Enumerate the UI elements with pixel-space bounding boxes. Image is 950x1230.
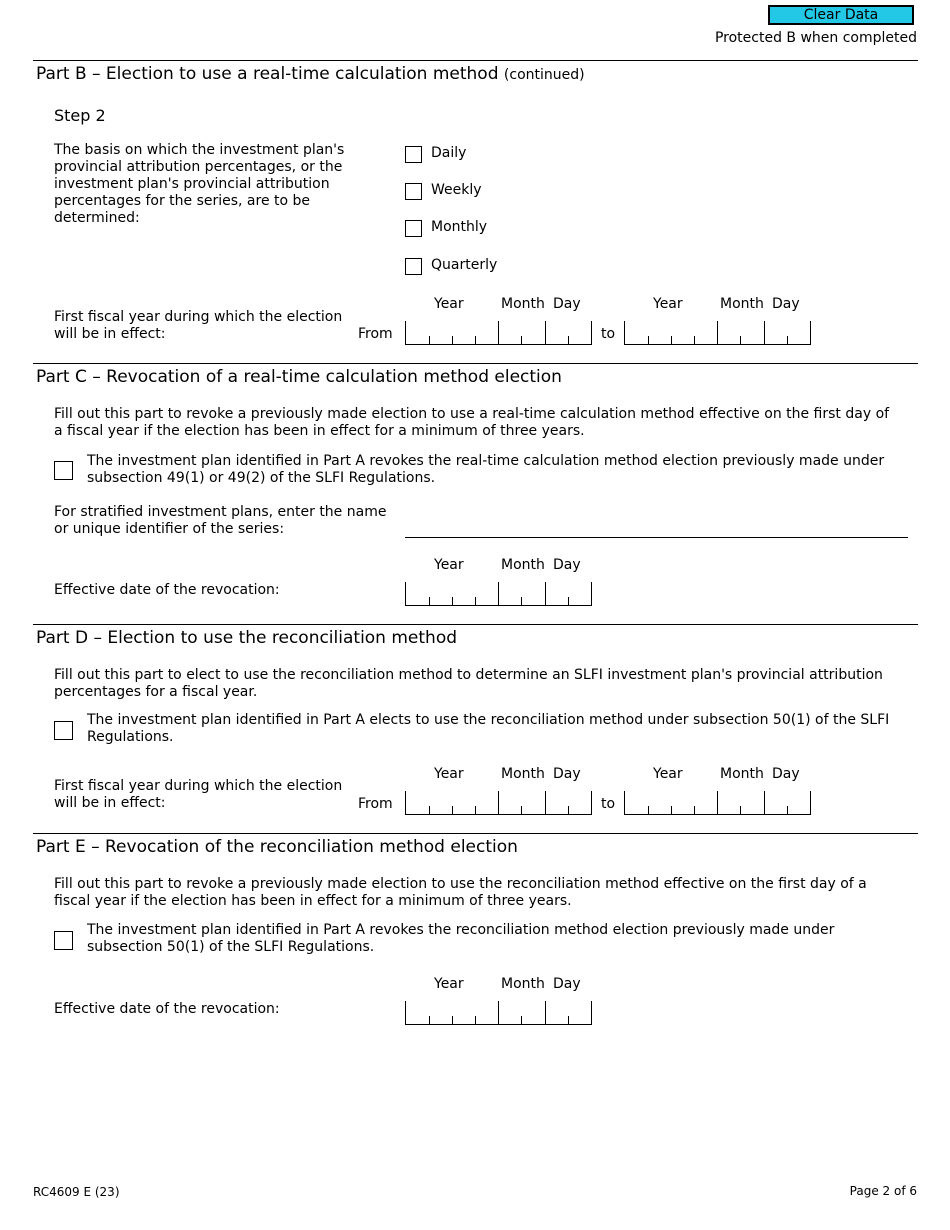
fiscal-year-label: First fiscal year during which the election will be in effect: [54, 309, 343, 342]
weekly-label: Weekly [431, 182, 482, 198]
part-d-checkbox-text: The investment plan identified in Part A elects to use the reconciliation method under subsection 50(1) of the SLFI Regulations. [87, 712, 890, 745]
part-e-title: Part E – Revocation of the reconciliation method election [36, 837, 518, 857]
day-header: Day [553, 296, 581, 312]
month-header: Month [501, 557, 545, 573]
quarterly-checkbox[interactable] [405, 258, 422, 275]
part-c-intro: Fill out this part to revoke a previously made election to use a real-time calculation method effective on the first day of a fiscal year if the election has been in effect for a minimum of three years. [54, 406, 890, 439]
year-header: Year [434, 766, 464, 782]
month-header: Month [501, 976, 545, 992]
to-date-input[interactable] [624, 321, 811, 345]
day-header: Day [772, 296, 800, 312]
protected-label: Protected B when completed [714, 30, 917, 46]
month-header: Month [720, 296, 764, 312]
part-c-title: Part C – Revocation of a real-time calculation method election [36, 367, 562, 387]
section-divider [33, 624, 918, 625]
part-e-effective-date-input[interactable] [405, 1001, 592, 1025]
page-number: Page 2 of 6 [849, 1184, 917, 1198]
section-divider [33, 363, 918, 364]
from-label: From [358, 796, 393, 812]
part-d-to-date-input[interactable] [624, 791, 811, 815]
part-c-effective-date-input[interactable] [405, 582, 592, 606]
monthly-label: Monthly [431, 219, 488, 235]
from-date-input[interactable] [405, 321, 592, 345]
year-header: Year [653, 296, 683, 312]
part-c-revoke-checkbox[interactable] [54, 461, 73, 480]
year-header: Year [434, 976, 464, 992]
part-b-title [36, 64, 585, 84]
monthly-checkbox[interactable] [405, 220, 422, 237]
part-e-checkbox-text: The investment plan identified in Part A revokes the reconciliation method election previously made under subsection 50(1) of the SLFI Regulations. [87, 922, 835, 955]
day-header: Day [553, 557, 581, 573]
part-e-intro: Fill out this part to revoke a previously made election to use the reconciliation method effective on the first day of a fiscal year if the election has been in effect for a minimum of three years. [54, 876, 867, 909]
to-label: to [601, 796, 616, 812]
fiscal-year-label: First fiscal year during which the election will be in effect: [54, 778, 343, 811]
from-label: From [358, 326, 393, 342]
day-header: Day [553, 766, 581, 782]
year-header: Year [653, 766, 683, 782]
series-label: For stratified investment plans, enter the name or unique identifier of the series: [54, 504, 387, 537]
part-b-continued: (continued) [503, 67, 585, 83]
year-header: Year [434, 557, 464, 573]
part-d-from-date-input[interactable] [405, 791, 592, 815]
step-label: Step 2 [54, 106, 106, 125]
month-header: Month [720, 766, 764, 782]
part-d-title: Part D – Election to use the reconciliation method [36, 628, 458, 648]
part-c-checkbox-text: The investment plan identified in Part A revokes the real-time calculation method election previously made under subsection 49(1) or 49(2) of the SLFI Regulations. [87, 453, 885, 486]
form-id: RC4609 E (23) [33, 1185, 120, 1199]
month-header: Month [501, 766, 545, 782]
day-header: Day [553, 976, 581, 992]
to-label: to [601, 326, 616, 342]
weekly-checkbox[interactable] [405, 183, 422, 200]
part-d-intro: Fill out this part to elect to use the reconciliation method to determine an SLFI investment plan's provincial attribution percentages for a fiscal year. [54, 667, 883, 700]
basis-label: The basis on which the investment plan's provincial attribution percentages, or the investment plan's provincial attribution percentages for the series, are to be determined: [54, 142, 345, 226]
day-header: Day [772, 766, 800, 782]
daily-checkbox[interactable] [405, 146, 422, 163]
daily-label: Daily [431, 145, 467, 161]
part-d-elect-checkbox[interactable] [54, 721, 73, 740]
clear-data-button[interactable]: Clear Data [768, 5, 914, 25]
part-b-title-text: Part B – Election to use a real-time calculation method [36, 64, 499, 84]
part-e-revoke-checkbox[interactable] [54, 931, 73, 950]
month-header: Month [501, 296, 545, 312]
year-header: Year [434, 296, 464, 312]
quarterly-label: Quarterly [431, 257, 498, 273]
section-divider [33, 60, 918, 61]
series-input[interactable] [405, 512, 908, 538]
section-divider [33, 833, 918, 834]
effective-date-label: Effective date of the revocation: [54, 1001, 280, 1017]
effective-date-label: Effective date of the revocation: [54, 582, 280, 598]
